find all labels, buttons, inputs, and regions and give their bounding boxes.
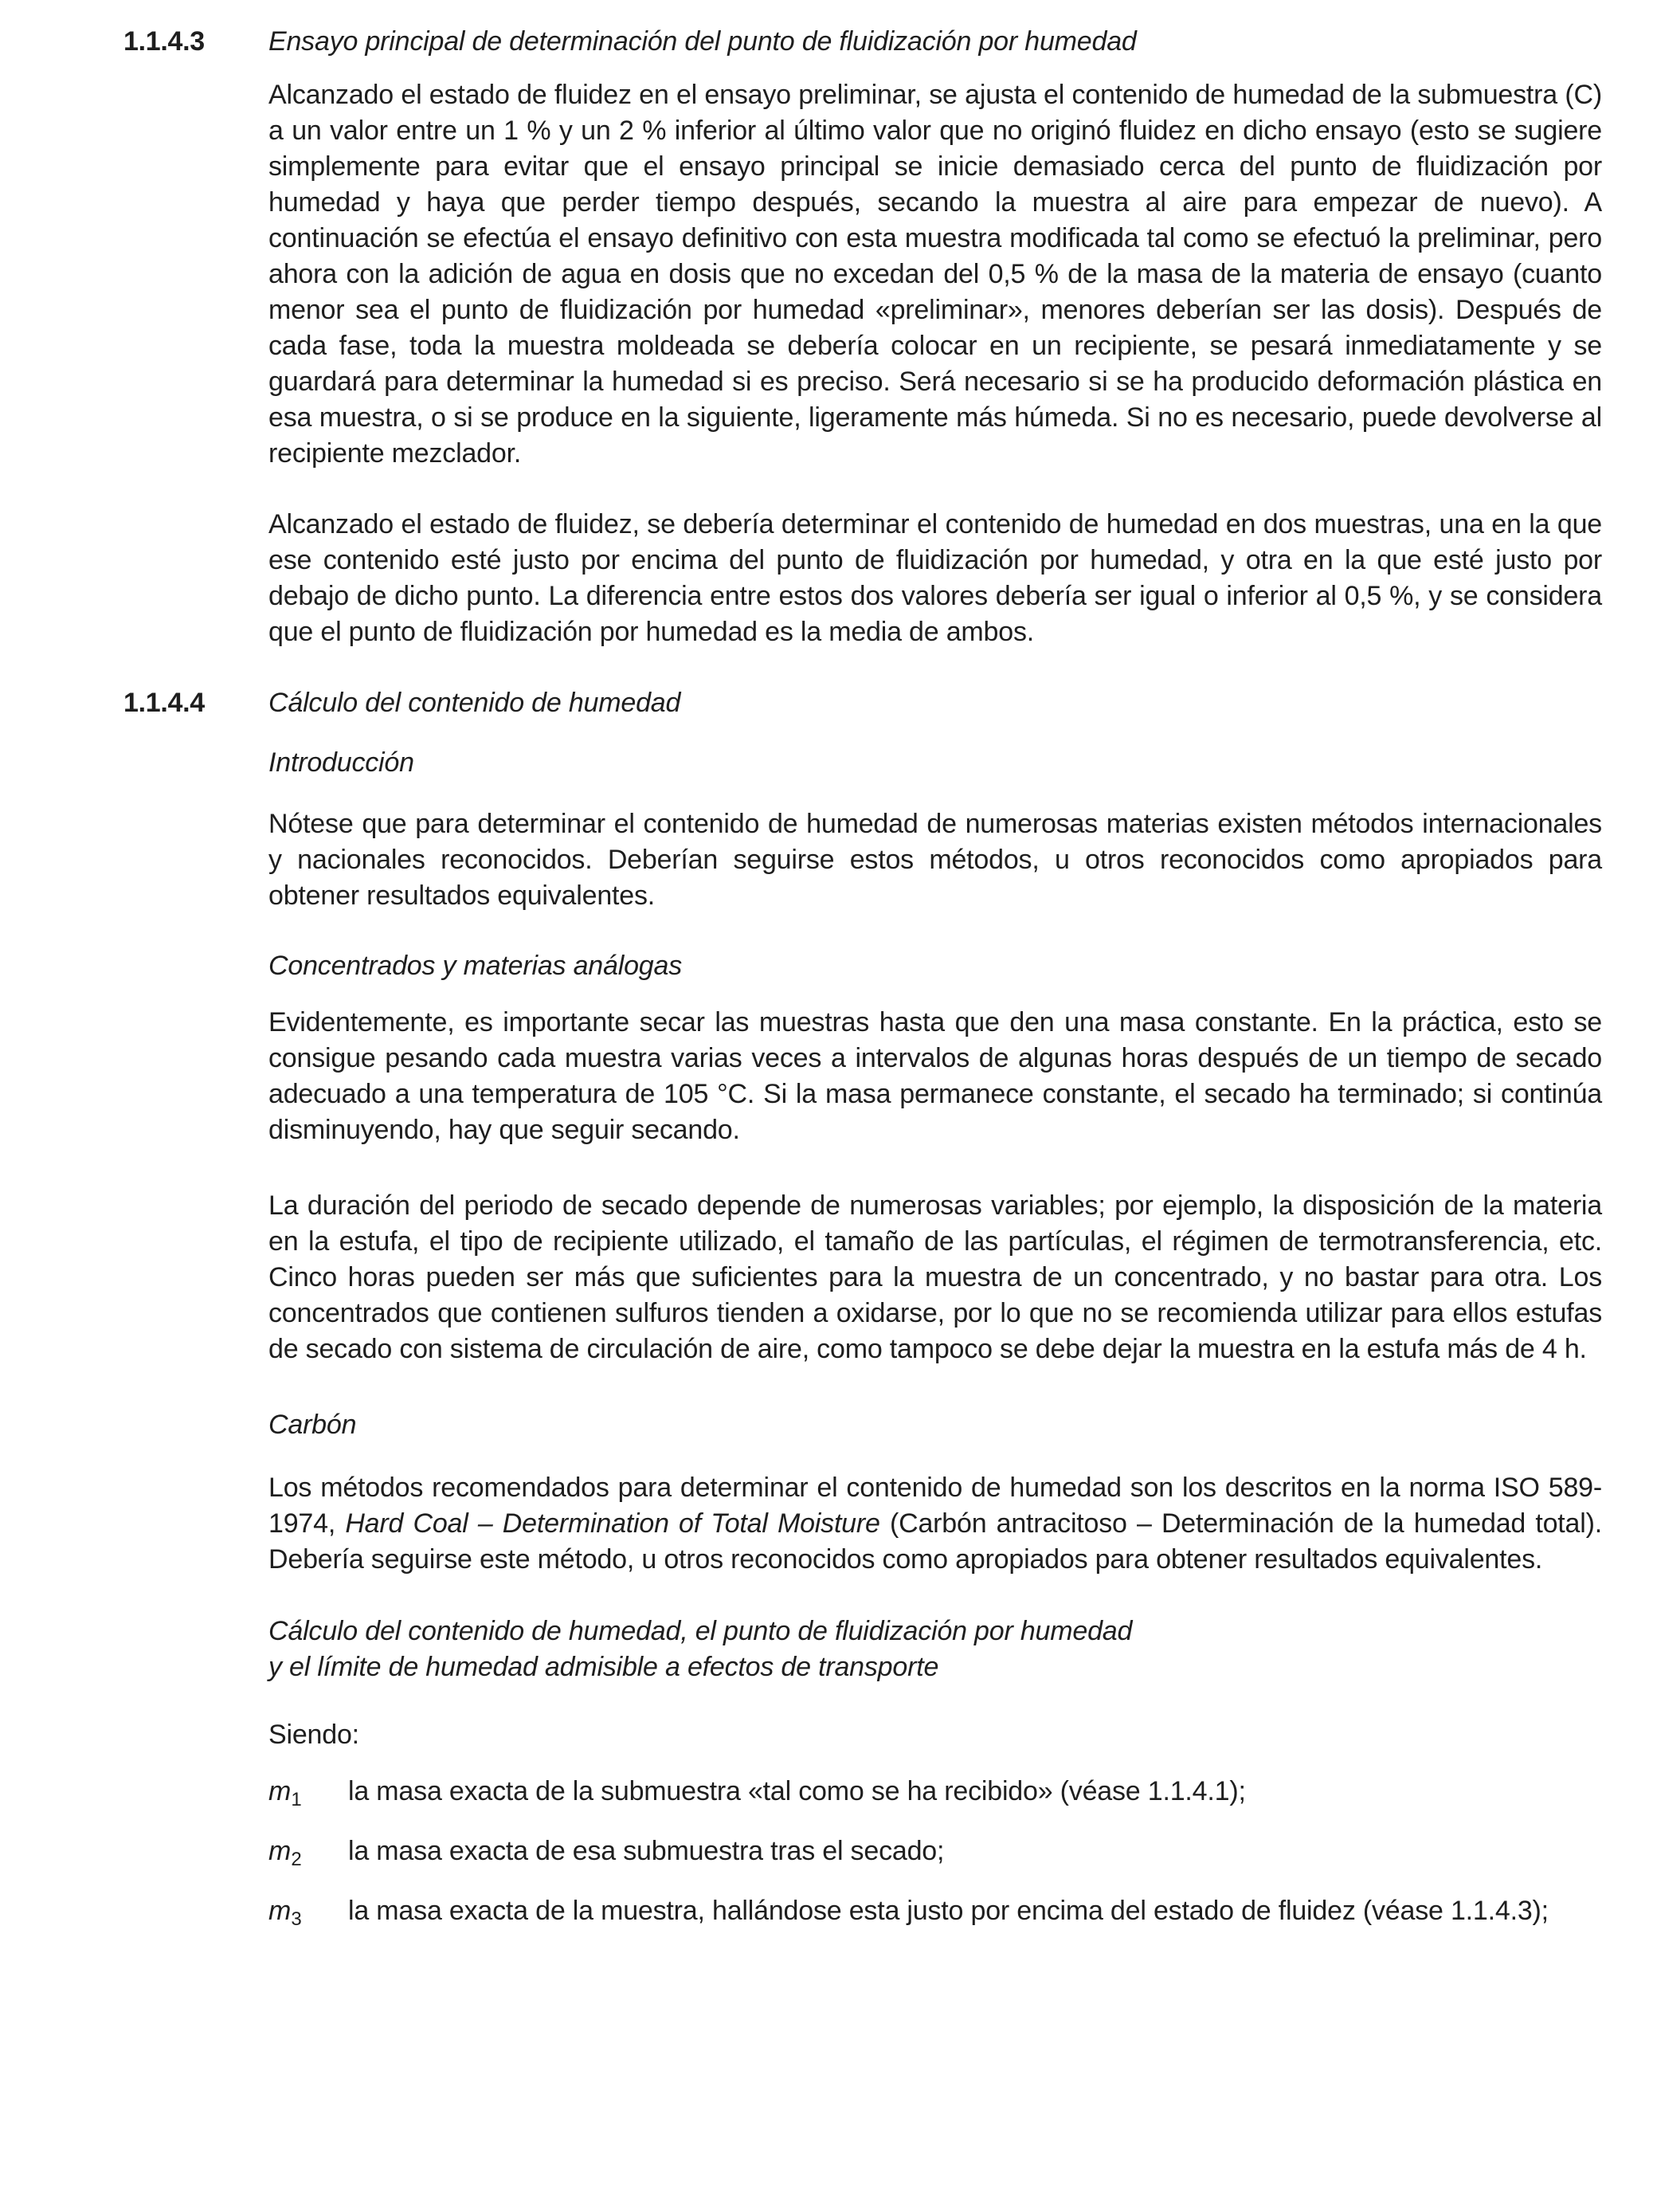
section-1144-heading-row [123, 685, 1602, 721]
symbol-m3 [268, 1893, 348, 1929]
subheading-introduccion: Introducción [268, 747, 414, 778]
concentrados-paragraph-2: La duración del periodo de secado depende de numerosas variables; por ejemplo, la disposición de la materia en la estufa, el tipo de recipiente utilizado, el tamaño de las partículas, el régimen de termotransferencia, etc. Cinco horas pueden ser más que suficientes para la muestra de un concentrado, y no bastar para otra. Los concentrados que contienen sulfuros tienden a oxidarse, por lo que no se recomienda utilizar para ellos estufas de secado con sistema de circulación de aire, como tampoco se debe dejar la muestra en la estufa más de 4 h. [268, 1190, 1602, 1364]
definition-m1-text: la masa exacta de la submuestra «tal como se ha recibido» (véase 1.1.4.1); [348, 1776, 1246, 1806]
subheading-concentrados: Concentrados y materias análogas [268, 951, 683, 981]
carbon-paragraph-text-before: Los métodos recomendados para determinar el contenido de humedad son los descritos en la norma ISO 589-1974, [268, 1473, 1602, 1539]
section-1143-paragraph-2-block [268, 507, 1602, 650]
subheading-calculo-line-1: Cálculo del contenido de humedad, el punto de fluidización por humedad [268, 1616, 1133, 1646]
section-1143-title: Ensayo principal de determinación del punto de fluidización por humedad [268, 26, 1137, 57]
section-1143-heading-row [123, 24, 1602, 60]
symbol-m2-subscript: 2 [291, 1849, 302, 1870]
symbol-m1 [268, 1774, 348, 1810]
subheading-carbon: Carbón [268, 1410, 357, 1440]
definition-m3-text: la masa exacta de la muestra, hallándose esta justo por encima del estado de fluidez (véase 1.1.4.3); [348, 1896, 1549, 1926]
carbon-paragraph [268, 1470, 1602, 1578]
section-1143-paragraph-1: Alcanzado el estado de fluidez en el ensayo preliminar, se ajusta el contenido de humedad de la submuestra (C) a un valor entre un 1 % y un 2 % inferior al último valor que no originó fluidez en dicho ensayo (esto se sugiere simplemente para evitar que el ensayo principal se inicie demasiado cerca del punto de fluidización por humedad y haya que perder tiempo después, secando la muestra al aire para empezar de nuevo). A continuación se efectúa el ensayo definitivo con esta muestra modificada tal como se efectuó la preliminar, pero ahora con la adición de agua en dosis que no excedan del 0,5 % de la masa de la materia de ensayo (cuanto menor sea el punto de fluidización por humedad «preliminar», menores deberían ser las dosis). Después de cada fase, toda la muestra moldeada se debería colocar en un recipiente, se pesará inmediatamente y se guardará para determinar la humedad si es preciso. Será necesario si se ha producido deformación plástica en esa muestra, o si se produce en la siguiente, ligeramente más húmeda. Si no es necesario, puede devolverse al recipiente mezclador. [268, 80, 1602, 469]
concentrados-paragraph-1-block [268, 1005, 1602, 1148]
siendo-label-block [268, 1717, 1602, 1753]
siendo-label: Siendo: [268, 1720, 359, 1750]
symbol-m1-letter: m [268, 1776, 292, 1806]
carbon-paragraph-block [268, 1470, 1602, 1578]
definition-m2-text: la masa exacta de esa submuestra tras el secado; [348, 1836, 945, 1866]
section-1144-title: Cálculo del contenido de humedad [268, 688, 681, 718]
definition-row-m1 [268, 1774, 1602, 1810]
subheading-introduccion-block [268, 745, 1602, 781]
symbol-m3-letter: m [268, 1896, 292, 1926]
carbon-paragraph-italic-title: Hard Coal – Determination of Total Moisture [345, 1508, 880, 1539]
symbol-m2 [268, 1834, 348, 1869]
concentrados-paragraph-2-block [268, 1188, 1602, 1367]
symbol-m1-subscript: 1 [291, 1789, 302, 1810]
subheading-carbon-block [268, 1407, 1602, 1443]
introduccion-paragraph-block [268, 806, 1602, 914]
subheading-calculo-block [268, 1614, 1602, 1685]
definition-row-m2 [268, 1834, 1602, 1869]
introduccion-paragraph: Nótese que para determinar el contenido de humedad de numerosas materias existen métodos internacionales y nacionales reconocidos. Deberían seguirse estos métodos, u otros reconocidos como apropiados para obtener resultados equivalentes. [268, 809, 1602, 911]
symbol-m3-subscript: 3 [291, 1908, 302, 1930]
section-1143-paragraph-2: Alcanzado el estado de fluidez, se debería determinar el contenido de humedad en dos muestras, una en la que ese contenido esté justo por encima del punto de fluidización por humedad, y otra en la que esté justo por debajo de dicho punto. La diferencia entre estos dos valores debería ser igual o inferior al 0,5 %, y se considera que el punto de fluidización por humedad es la media de ambos. [268, 509, 1602, 647]
subheading-concentrados-block [268, 948, 1602, 984]
section-1143-paragraph-1-block [268, 77, 1602, 472]
symbol-m2-letter: m [268, 1836, 292, 1866]
section-1143-number: 1.1.4.3 [123, 26, 205, 57]
concentrados-paragraph-1: Evidentemente, es importante secar las muestras hasta que den una masa constante. En la práctica, esto se consigue pesando cada muestra varias veces a intervalos de algunas horas después de un tiempo de secado adecuado a una temperatura de 105 °C. Si la masa permanece constante, el secado ha terminado; si continúa disminuyendo, hay que seguir secando. [268, 1007, 1602, 1145]
definition-row-m3 [268, 1893, 1602, 1929]
subheading-calculo-line-2: y el límite de humedad admisible a efectos de transporte [268, 1652, 939, 1682]
carbon-paragraph-text-after: (Carbón antracitoso – Determinación de la humedad total). Debería seguirse este método, u otros reconocidos como apropiados para obtener resultados equivalentes. [268, 1508, 1602, 1575]
section-1144-number: 1.1.4.4 [123, 688, 205, 718]
